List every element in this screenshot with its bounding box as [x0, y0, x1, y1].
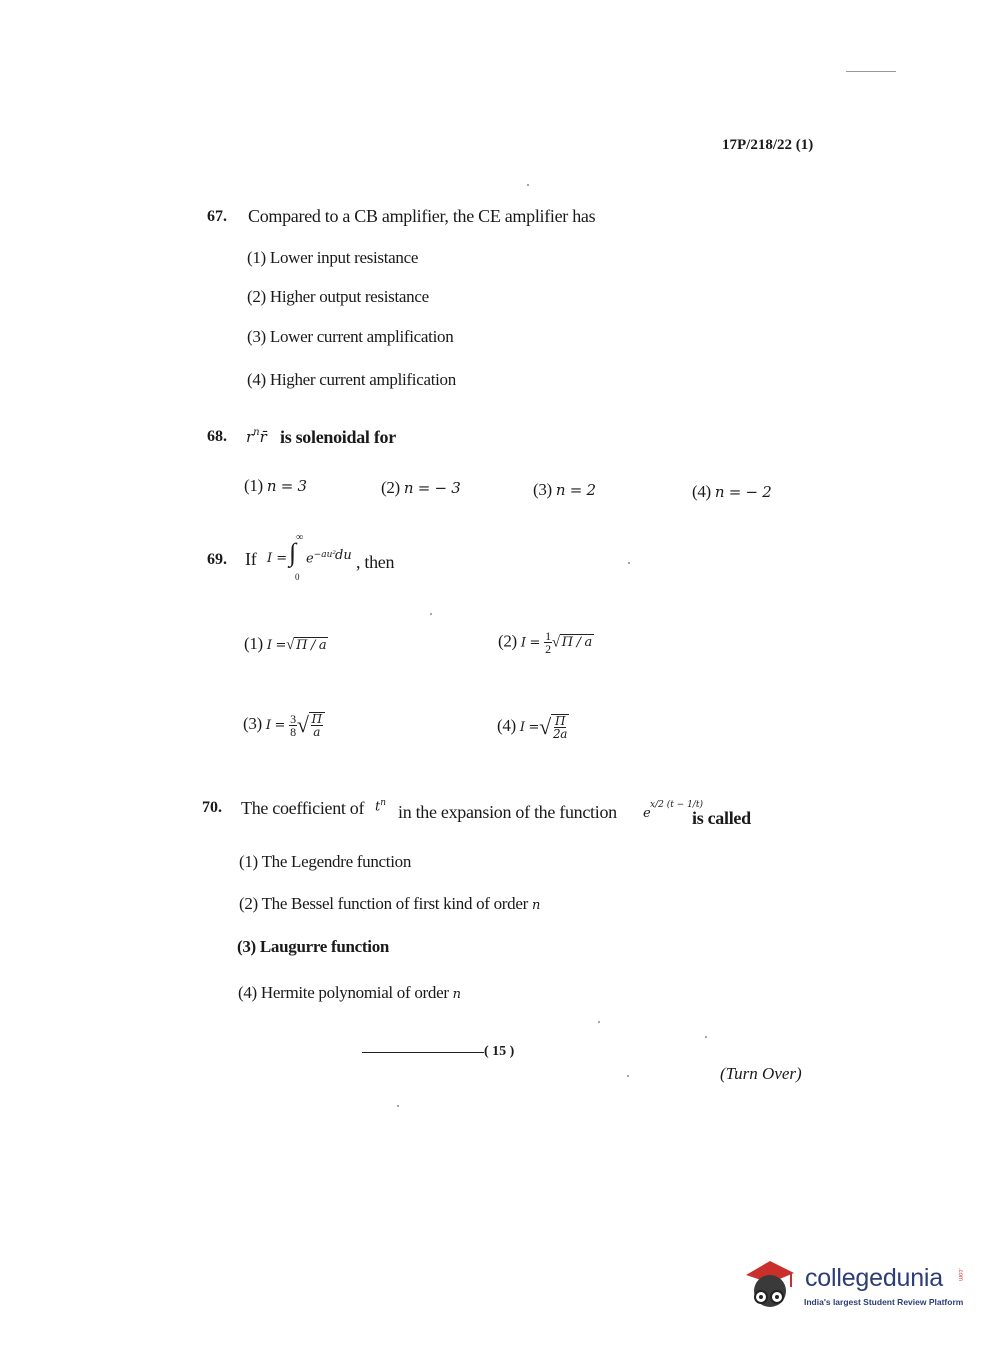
option-text: (4) Hermite polynomial of order [238, 983, 449, 1002]
question-text: is solenoidal for [280, 427, 396, 447]
option-2: (2) Higher output resistance [247, 287, 429, 306]
differential: du [335, 548, 352, 563]
fraction-numerator: 3 [290, 711, 296, 726]
radicand-numerator: Π [311, 712, 322, 726]
variable-base: t [375, 799, 381, 815]
question-expression [246, 426, 267, 447]
option-1: (1) Lower input resistance [247, 248, 419, 267]
option-expr: n = − 2 [714, 483, 772, 501]
then-word: , then [356, 552, 395, 572]
turn-over: (Turn Over) [720, 1064, 802, 1083]
if-word: If [245, 549, 257, 569]
option-fraction [289, 713, 297, 738]
scan-speck [598, 1021, 600, 1023]
option-text: (2) The Bessel function of first kind of order [239, 894, 528, 913]
option-radicand: Π / a [296, 638, 327, 653]
option-label: (3) [533, 480, 552, 499]
question-text-before: The coefficient of [241, 798, 365, 818]
option-lhs: I = [520, 635, 541, 651]
scan-speck [397, 1105, 399, 1107]
option-2 [381, 478, 460, 498]
option-label: (4) [497, 715, 516, 735]
scan-speck [627, 1075, 629, 1077]
option-2 [239, 894, 540, 914]
question-text-after: is called [692, 808, 751, 828]
option-radicand [309, 712, 325, 738]
option-variable: n [531, 898, 541, 913]
option-label: (1) [244, 476, 263, 495]
logo-domain: .com [957, 1268, 963, 1282]
top-rule [846, 71, 896, 72]
expr-vector: r̄ [259, 428, 267, 446]
question-text-middle: in the expansion of the function [398, 802, 617, 822]
option-1: (1) I =√ Π / a [244, 634, 327, 653]
option-label: (4) [692, 482, 711, 501]
option-lhs: I = [266, 638, 287, 653]
question-number: 67. [207, 208, 227, 225]
page-number: ( 15 ) [484, 1044, 515, 1059]
option-label: (1) [244, 634, 263, 653]
option-expr: n = − 3 [403, 479, 461, 497]
fraction-denominator: 8 [290, 724, 296, 739]
option-3: (3) Laugurre function [237, 937, 390, 956]
radicand-denominator: a [313, 725, 321, 739]
option-4 [238, 983, 461, 1003]
option-radicand [551, 714, 569, 740]
scan-speck [527, 184, 529, 186]
expr-base: r [246, 428, 254, 446]
option-lhs: I = [519, 719, 540, 735]
option-2: (2) I = $\frac{1}{2}$ √ Π / a [498, 629, 592, 656]
fraction-numerator: 1 [545, 629, 551, 643]
option-1: (1) The Legendre function [239, 852, 412, 871]
page-number-rule [362, 1052, 484, 1053]
option-4: (4) I =√ $\frac{\Pi}{2a}$ [497, 714, 568, 741]
option-3: (3) Lower current amplification [247, 327, 454, 346]
scan-speck [628, 562, 630, 564]
option-expr: n = 3 [266, 477, 307, 495]
option-1 [244, 476, 307, 496]
question-text: Compared to a CB amplifier, the CE amplifier has [248, 206, 596, 226]
option-label: (3) [243, 713, 262, 733]
option-label: (2) [498, 631, 517, 651]
integral-upper-limit: ∞ [296, 532, 304, 543]
integral-lhs: I = [267, 551, 288, 566]
option-4: (4) Higher current amplification [247, 370, 456, 389]
logo-name: collegedunia [805, 1264, 943, 1292]
option-4 [692, 482, 771, 502]
radicand-denominator: 2a [552, 727, 568, 741]
option-3 [533, 480, 596, 500]
function-exponent: x/2 (t − 1/t) [650, 800, 703, 810]
integral-lower-limit: 0 [295, 572, 300, 582]
integrand-exponent: −au² [313, 550, 337, 560]
option-variable: n [452, 987, 461, 1002]
question-number: 70. [202, 799, 222, 816]
integrand-base: e [306, 551, 314, 567]
expr-exponent: n [253, 427, 260, 438]
radicand-numerator: Π [554, 714, 566, 728]
option-3: (3) I = $\frac{3}{8}$ √ $\frac{\Pi}{a}$ [243, 712, 325, 738]
question-variable [375, 798, 386, 814]
scan-speck [705, 1036, 707, 1038]
question-number: 68. [207, 428, 227, 445]
logo-tagline: India's largest Student Review Platform [804, 1297, 964, 1307]
option-expr: n = 2 [555, 481, 596, 499]
paper-code: 17P/218/22 (1) [722, 137, 814, 153]
integrand [306, 550, 336, 566]
integral-sign: ∫ [289, 538, 297, 567]
scan-speck [430, 613, 432, 615]
function-base: e [643, 806, 651, 821]
option-lhs: I = [265, 717, 286, 733]
option-label: (2) [381, 478, 400, 497]
option-fraction [544, 630, 552, 655]
question-number: 69. [207, 551, 227, 568]
fraction-denominator: 2 [545, 642, 551, 656]
option-radicand: Π / a [561, 635, 592, 651]
variable-exponent: n [380, 798, 387, 808]
